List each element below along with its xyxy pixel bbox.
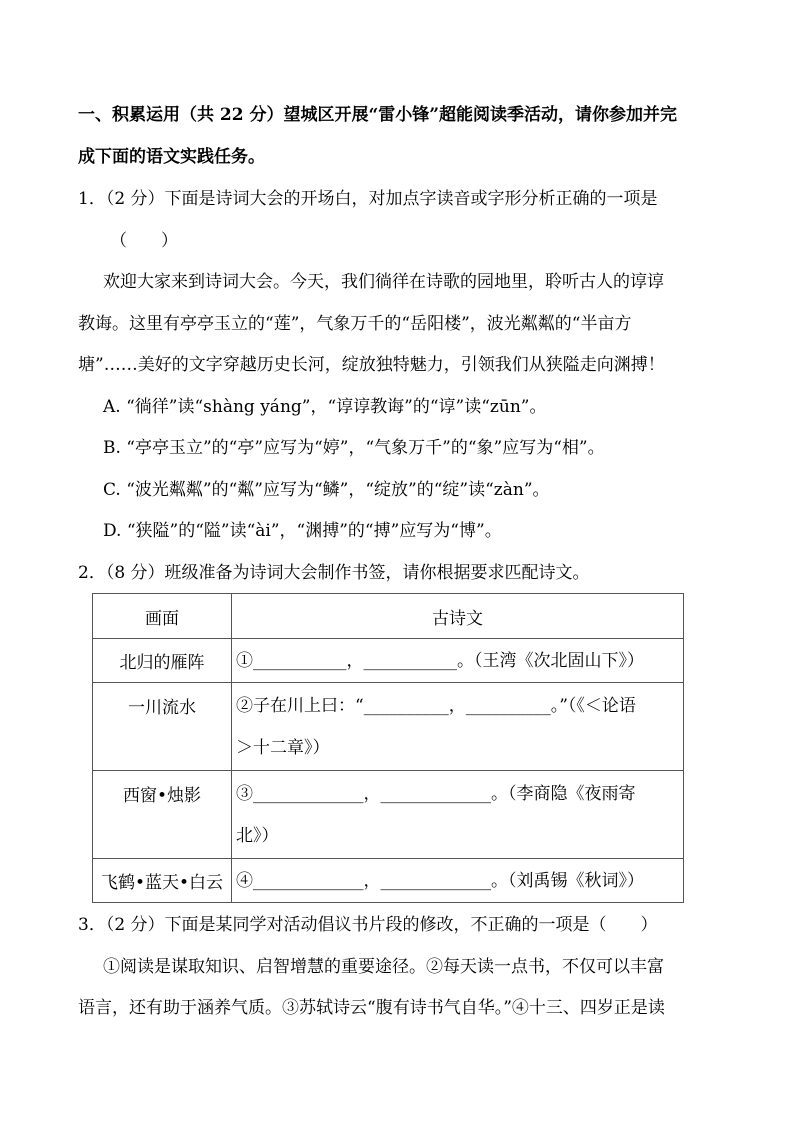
scene-cell: 一川流水 [93, 683, 232, 771]
scene-cell: 北归的雁阵 [93, 639, 232, 683]
poem-line: ③_____________，_____________。（李商隐《夜雨寄 [236, 783, 636, 804]
poem-line: 北》） [236, 825, 279, 846]
section-heading-line-2: 成下面的语文实践任务。 [78, 147, 265, 167]
header-poem: 古诗文 [232, 594, 684, 639]
table-header-row [93, 594, 684, 639]
poem-cell [232, 683, 684, 771]
poem-cell [232, 771, 684, 859]
poem-line: ＞十二章》） [236, 737, 330, 758]
bookmark-table [92, 593, 684, 903]
q3-stem: 3．（2 分）下面是某同学对活动倡议书片段的修改，不正确的一项是（ ） [78, 915, 658, 935]
q1-passage-line-3: 塘”……美好的文字穿越历史长河，绽放独特魅力，引领我们从狭隘走向渊搏！ [78, 355, 665, 375]
q1-option-a: A. “徜徉”读“shàng yáng”，“谆谆教诲”的“谆”读“zūn”。 [103, 397, 547, 417]
poem-line: ②子在川上曰：“__________，__________。”（《＜论语 [236, 695, 636, 716]
q2-stem: 2．（8 分）班级准备为诗词大会制作书签，请你根据要求匹配诗文。 [78, 563, 590, 583]
q1-stem: 1．（2 分）下面是诗词大会的开场白，对加点字读音或字形分析正确的一项是 [78, 189, 658, 209]
q3-passage-line-1: ①阅读是谋取知识、启智增慧的重要途径。②每天读一点书，不仅可以丰富 [103, 957, 664, 977]
scene-cell: 飞鹤•蓝天•白云 [93, 859, 232, 903]
table-row [93, 859, 684, 903]
q1-answer-paren: （ ） [110, 231, 178, 251]
q1-option-d: D. “狭隘”的“隘”读“ài”，“渊搏”的“搏”应写为“博”。 [103, 521, 502, 541]
table-row [93, 771, 684, 859]
section-heading-line-1: 一、积累运用（共 22 分）望城区开展“雷小锋”超能阅读季活动，请你参加并完 [78, 105, 678, 125]
poem-cell: ①___________，___________。（王湾《次北固山下》） [232, 639, 684, 683]
scene-cell: 西窗•烛影 [93, 771, 232, 859]
q1-passage-line-2: 教诲。这里有亭亭玉立的“莲”，气象万千的“岳阳楼”，波光粼粼的“半亩方 [78, 314, 632, 334]
table-row [93, 639, 684, 683]
header-scene: 画面 [93, 594, 232, 639]
poem-cell: ④_____________，_____________。（刘禹锡《秋词》） [232, 859, 684, 903]
q1-option-c: C. “波光粼粼”的“粼”应写为“鳞”，“绽放”的“绽”读“zàn”。 [103, 480, 550, 500]
table-row [93, 683, 684, 771]
q1-passage-line-1: 欢迎大家来到诗词大会。今天，我们徜徉在诗歌的园地里，聆听古人的谆谆 [103, 272, 664, 292]
q3-passage-line-2: 语言，还有助于涵养气质。③苏轼诗云“腹有诗书气自华。”④十三、四岁正是读 [78, 998, 665, 1018]
q1-option-b: B. “亭亭玉立”的“亭”应写为“婷”，“气象万千”的“象”应写为“相”。 [103, 438, 605, 458]
